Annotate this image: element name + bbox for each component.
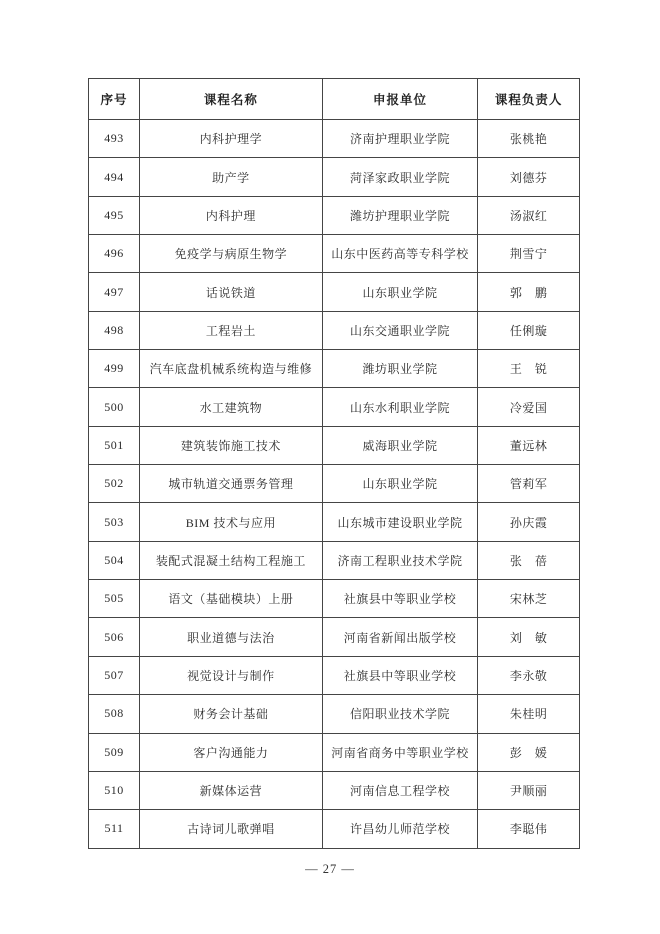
cell-course-leader: 尹顺丽 — [478, 771, 580, 809]
cell-course-name: 内科护理学 — [140, 120, 323, 158]
table-row — [89, 503, 580, 541]
table-row — [89, 235, 580, 273]
table-row — [89, 656, 580, 694]
cell-course-name: BIM 技术与应用 — [140, 503, 323, 541]
cell-serial-number: 509 — [89, 733, 140, 771]
cell-applying-unit: 社旗县中等职业学校 — [322, 656, 478, 694]
table-row — [89, 810, 580, 848]
cell-course-name: 视觉设计与制作 — [140, 656, 323, 694]
cell-serial-number: 503 — [89, 503, 140, 541]
header-course-leader: 课程负责人 — [478, 79, 580, 120]
cell-applying-unit: 山东水利职业学院 — [322, 388, 478, 426]
cell-course-name: 客户沟通能力 — [140, 733, 323, 771]
cell-course-leader: 朱桂明 — [478, 695, 580, 733]
cell-applying-unit: 济南护理职业学院 — [322, 120, 478, 158]
cell-applying-unit: 山东职业学院 — [322, 273, 478, 311]
cell-course-name: 语文（基础模块）上册 — [140, 580, 323, 618]
table-row — [89, 196, 580, 234]
cell-applying-unit: 威海职业学院 — [322, 426, 478, 464]
cell-course-leader: 任俐璇 — [478, 311, 580, 349]
cell-course-leader: 王 锐 — [478, 350, 580, 388]
cell-serial-number: 493 — [89, 120, 140, 158]
table-row — [89, 695, 580, 733]
cell-applying-unit: 潍坊职业学院 — [322, 350, 478, 388]
cell-applying-unit: 山东交通职业学院 — [322, 311, 478, 349]
cell-course-name: 汽车底盘机械系统构造与维修 — [140, 350, 323, 388]
cell-serial-number: 506 — [89, 618, 140, 656]
cell-serial-number: 502 — [89, 465, 140, 503]
cell-course-leader: 宋林芝 — [478, 580, 580, 618]
table-row — [89, 426, 580, 464]
cell-course-leader: 汤淑红 — [478, 196, 580, 234]
table-row — [89, 733, 580, 771]
cell-serial-number: 496 — [89, 235, 140, 273]
cell-course-name: 内科护理 — [140, 196, 323, 234]
cell-course-name: 免疫学与病原生物学 — [140, 235, 323, 273]
cell-applying-unit: 河南省新闻出版学校 — [322, 618, 478, 656]
cell-course-leader: 冷爱国 — [478, 388, 580, 426]
cell-course-leader: 孙庆霞 — [478, 503, 580, 541]
cell-applying-unit: 社旗县中等职业学校 — [322, 580, 478, 618]
cell-applying-unit: 河南省商务中等职业学校 — [322, 733, 478, 771]
cell-course-name: 古诗词儿歌弹唱 — [140, 810, 323, 848]
cell-course-leader: 董远林 — [478, 426, 580, 464]
cell-applying-unit: 济南工程职业技术学院 — [322, 541, 478, 579]
cell-serial-number: 495 — [89, 196, 140, 234]
cell-serial-number: 510 — [89, 771, 140, 809]
page-number: — 27 — — [305, 862, 355, 876]
cell-course-name: 话说铁道 — [140, 273, 323, 311]
cell-course-name: 装配式混凝土结构工程施工 — [140, 541, 323, 579]
cell-serial-number: 505 — [89, 580, 140, 618]
table-row — [89, 580, 580, 618]
cell-course-name: 水工建筑物 — [140, 388, 323, 426]
cell-applying-unit: 菏泽家政职业学院 — [322, 158, 478, 196]
cell-applying-unit: 信阳职业技术学院 — [322, 695, 478, 733]
cell-course-name: 财务会计基础 — [140, 695, 323, 733]
table-header-row — [89, 79, 580, 120]
cell-course-leader: 张 蓓 — [478, 541, 580, 579]
cell-applying-unit: 山东城市建设职业学院 — [322, 503, 478, 541]
cell-course-leader: 管莉军 — [478, 465, 580, 503]
table-row — [89, 350, 580, 388]
table-body — [89, 120, 580, 849]
cell-course-name: 建筑装饰施工技术 — [140, 426, 323, 464]
cell-course-leader: 刘 敏 — [478, 618, 580, 656]
cell-serial-number: 497 — [89, 273, 140, 311]
cell-course-leader: 李永敬 — [478, 656, 580, 694]
cell-course-name: 助产学 — [140, 158, 323, 196]
course-table — [88, 78, 580, 849]
table-row — [89, 465, 580, 503]
cell-applying-unit: 许昌幼儿师范学校 — [322, 810, 478, 848]
cell-applying-unit: 河南信息工程学校 — [322, 771, 478, 809]
cell-course-leader: 张桃艳 — [478, 120, 580, 158]
cell-serial-number: 504 — [89, 541, 140, 579]
cell-course-name: 职业道德与法治 — [140, 618, 323, 656]
table-row — [89, 618, 580, 656]
cell-serial-number: 499 — [89, 350, 140, 388]
cell-course-leader: 李聪伟 — [478, 810, 580, 848]
table-row — [89, 273, 580, 311]
table-row — [89, 541, 580, 579]
cell-serial-number: 501 — [89, 426, 140, 464]
cell-course-name: 工程岩土 — [140, 311, 323, 349]
cell-course-name: 新媒体运营 — [140, 771, 323, 809]
cell-course-leader: 荆雪宁 — [478, 235, 580, 273]
cell-applying-unit: 山东中医药高等专科学校 — [322, 235, 478, 273]
cell-serial-number: 507 — [89, 656, 140, 694]
table-row — [89, 771, 580, 809]
header-applying-unit: 申报单位 — [322, 79, 478, 120]
cell-applying-unit: 潍坊护理职业学院 — [322, 196, 478, 234]
header-course-name: 课程名称 — [140, 79, 323, 120]
table-row — [89, 158, 580, 196]
cell-applying-unit: 山东职业学院 — [322, 465, 478, 503]
cell-serial-number: 500 — [89, 388, 140, 426]
cell-course-leader: 郭 鹏 — [478, 273, 580, 311]
cell-serial-number: 498 — [89, 311, 140, 349]
cell-serial-number: 494 — [89, 158, 140, 196]
cell-course-name: 城市轨道交通票务管理 — [140, 465, 323, 503]
cell-serial-number: 508 — [89, 695, 140, 733]
cell-course-leader: 刘德芬 — [478, 158, 580, 196]
table-row — [89, 311, 580, 349]
cell-course-leader: 彭 媛 — [478, 733, 580, 771]
table-row — [89, 388, 580, 426]
cell-serial-number: 511 — [89, 810, 140, 848]
table-row — [89, 120, 580, 158]
header-serial-number: 序号 — [89, 79, 140, 120]
